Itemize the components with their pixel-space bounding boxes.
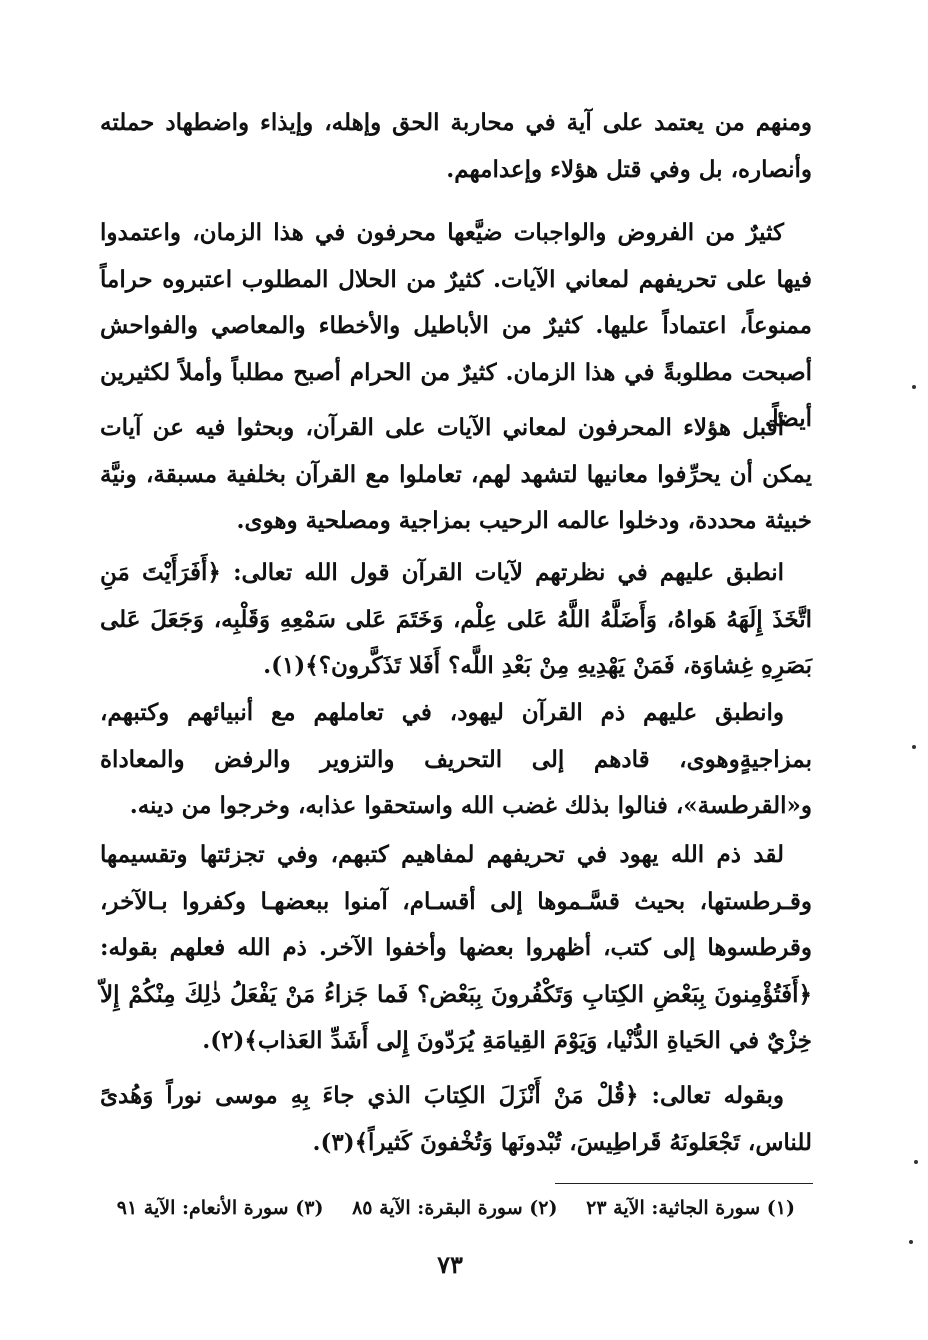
scan-speck <box>914 1160 918 1164</box>
paragraph-4: انطبق عليهم في نظرتهم لآيات القرآن قول الله تعالى: ﴿أَفَرَأَيْتَ مَنِ اتَّخَذَ إِلَهَهُ هَواهُ، وَأَضَلَّهُ اللَّهُ عَلى عِلْم، وَخَتَمَ عَلى سَمْعِهِ وَقَلْبِه، وَجَعَلَ عَلى بَصَرِهِ غِشاوَة، فَمَنْ يَهْدِيهِ مِنْ بَعْدِ اللَّه؟ أَفَلا تَذَكَّرون؟﴾(١). <box>100 559 812 679</box>
footnote-3: (٣) سورة الأنعام: الآية ٩١ <box>116 1197 324 1219</box>
scan-speck <box>909 1240 913 1244</box>
page-number: ٧٣ <box>437 1250 463 1279</box>
paragraph-1: ومنهم من يعتمد على آية في محاربة الحق وإهله، وإيذاء واضطهاد حملته وأنصاره، بل وفي قتل هؤلاء وإعدامهم. <box>100 109 812 183</box>
footnote-2: (٢) سورة البقرة: الآية ٨٥ <box>352 1197 558 1219</box>
paragraph-2: كثيرٌ من الفروض والواجبات ضيَّعها محرفون في هذا الزمان، واعتمدوا فيها على تحريفهم لمعاني الآيات. كثيرٌ من الحلال المطلوب اعتبروه حراماً ممنوعاً، اعتماداً عليها. كثيرٌ من الأباطيل والأخطاء والمعاصي والفواحش أصبحت مطلوبةً في هذا الزمان. كثيرٌ من الحرام أصبح مطلباً وأملاً لكثيرين أيضاً. <box>100 219 812 432</box>
paragraph-6: لقد ذم الله يهود في تحريفهم لمفاهيم كتبهم، وفي تجزئتها وتقسيمها وقـرطستها، بحيث قسَّـموها إلى أقسـام، آمنوا ببعضهـا وكفروا بـالآخر، وقرطسوها إلى كتب، أظهروا بعضها وأخفوا الآخر. ذم الله فعلهم بقوله: ﴿أَفَتُؤْمِنونَ بِبَعْضِ الكِتابِ وَتَكْفُرونَ بِبَعْض؟ فَما جَزاءُ مَنْ يَفْعَلُ ذٰلِكَ مِنْكُمْ إِلاّ خِزْيٌ في الحَياةِ الدُّنْيا، وَيَوْمَ القِيامَةِ يُرَدّونَ إِلى أَشَدِّ العَذاب﴾(٢). <box>100 841 812 1054</box>
scan-speck <box>912 385 916 389</box>
paragraph-3: أقبل هؤلاء المحرفون لمعاني الآيات على القرآن، وبحثوا فيه عن آيات يمكن أن يحرِّفوا معانيها لتشهد لهم، تعاملوا مع القرآن بخلفية مسبقة، ونيَّة خبيثة محددة، ودخلوا عالمه الرحيب بمزاجية ومصلحية وهوى. <box>100 414 812 534</box>
paragraph-7: وبقوله تعالى: ﴿قُلْ مَنْ أَنْزَلَ الكِتابَ الذي جاءَ بِهِ موسى نوراً وَهُدىً للناس، تَجْعَلونَهُ قَراطِيسَ، تُبْدونَها وَتُخْفونَ كَثيراً﴾(٣). <box>100 1082 812 1156</box>
footnote-divider <box>555 1183 813 1184</box>
scan-speck <box>912 745 916 749</box>
paragraph-5: وانطبق عليهم ذم القرآن ليهود، في تعاملهم مع أنبيائهم وكتبهم، بمزاجيةٍوهوى، قادهم إلى التحريف والتزوير والرفض والمعاداة و«القرطسة»، فنالوا بذلك غضب الله واستحقوا عذابه، وخرجوا من دينه. <box>100 699 812 819</box>
footnotes <box>95 1192 795 1224</box>
footnote-1: (١) سورة الجاثية: الآية ٢٣ <box>586 1197 795 1219</box>
